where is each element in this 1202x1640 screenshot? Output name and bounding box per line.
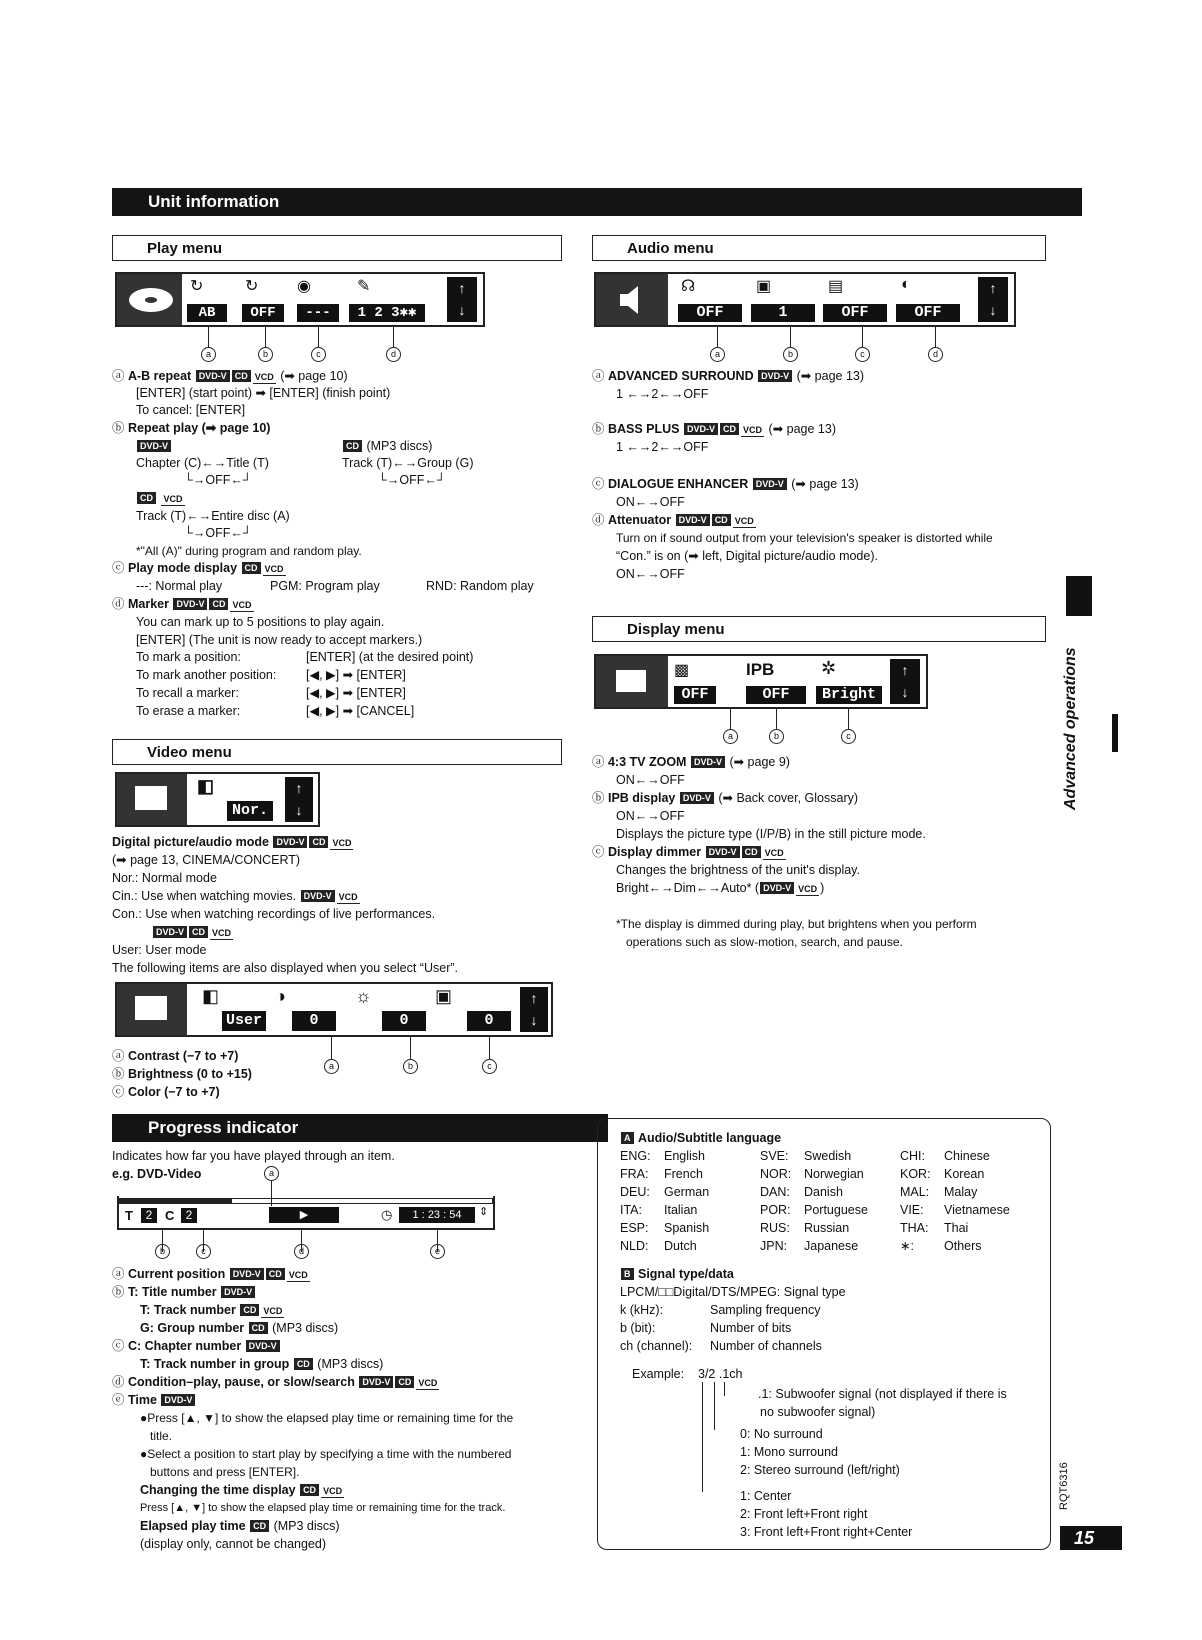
callout-c: c — [311, 347, 326, 362]
language-name: Malay — [944, 1185, 978, 1199]
display-text: ON←→OFF — [616, 773, 685, 787]
bass-plus-value: 1 — [751, 304, 815, 322]
callout-d: d — [386, 347, 401, 362]
video-icon — [117, 774, 187, 825]
user-mode-value: User — [222, 1011, 266, 1031]
callout-d: d — [294, 1244, 309, 1259]
language-name: Vietnamese — [944, 1203, 1010, 1217]
repeat-ab-icon: ↻ — [190, 278, 204, 295]
play-text: To mark a position: — [136, 650, 241, 664]
play-text: [ENTER] (start point) ➡ [ENTER] (finish point) — [136, 386, 391, 400]
condition-line: ⓓ Condition–play, pause, or slow/search DVD-V CD VCD — [112, 1375, 438, 1389]
advanced-surround-value: OFF — [678, 304, 742, 322]
picture-mode-icon: ◧ — [197, 776, 215, 796]
play-text: To cancel: [ENTER] — [136, 403, 246, 417]
color-line: ⓒ Color (−7 to +7) — [112, 1085, 220, 1099]
attenuator-line: ⓓ Attenuator DVD-V CD VCD — [592, 513, 754, 527]
progress-text: buttons and press [ENTER]. — [150, 1465, 300, 1479]
play-text: PGM: Program play — [270, 579, 380, 593]
user-mode-osd — [115, 982, 553, 1037]
play-text: DVD-V — [136, 438, 172, 455]
progress-text: (display only, cannot be changed) — [140, 1537, 326, 1551]
progress-fill — [120, 1199, 232, 1203]
ipb-display-line: ⓑ IPB display DVD-V (➡ Back cover, Glossary) — [592, 791, 859, 805]
contrast-icon: ◑ — [275, 986, 286, 1006]
play-text: CD VCD — [136, 490, 186, 507]
language-name: Others — [944, 1239, 982, 1253]
callout-c: c — [841, 729, 856, 744]
display-footnote: *The display is dimmed during play, but brightens when you perform — [616, 917, 977, 931]
play-text: You can mark up to 5 positions to play again. — [136, 615, 385, 629]
callout-a: a — [264, 1166, 279, 1181]
group-number-line: G: Group number CD (MP3 discs) — [140, 1321, 339, 1335]
title-number: 2 — [141, 1208, 157, 1223]
language-code: VIE: — [900, 1203, 924, 1217]
signal-text: Example: — [632, 1367, 685, 1381]
progress-text: ●Select a position to start play by specifying a time with the numbered — [140, 1447, 512, 1461]
language-code: NOR: — [760, 1167, 792, 1181]
language-code: CHI: — [900, 1149, 925, 1163]
display-menu-osd — [594, 654, 928, 709]
video-text: (➡ page 13, CINEMA/CONCERT) — [112, 853, 301, 867]
audio-text: Turn on if sound output from your television's speaker is distorted while — [616, 531, 993, 545]
callout-a: a — [201, 347, 216, 362]
signal-text: Number of channels — [710, 1339, 822, 1353]
play-text: [◀, ▶] ➡ [ENTER] — [306, 686, 406, 700]
callout-b: b — [258, 347, 273, 362]
elapsed-play-time-line: Elapsed play time CD (MP3 discs) — [140, 1519, 340, 1533]
language-name: Russian — [804, 1221, 850, 1235]
ab-repeat-value: AB — [187, 304, 227, 322]
dimmer-icon: ✲ — [821, 658, 837, 678]
video-text: Con.: Use when watching recordings of live performances. — [112, 907, 436, 921]
progress-track — [119, 1198, 493, 1204]
play-text: └→OFF←┘ — [184, 473, 252, 487]
progress-text: Press [▲, ▼] to show the elapsed play time or remaining time for the track. — [140, 1502, 506, 1514]
title-icon: T — [125, 1208, 133, 1223]
language-code: RUS: — [760, 1221, 790, 1235]
play-text: To mark another position: — [136, 668, 277, 682]
language-code: SVE: — [760, 1149, 789, 1163]
display-dimmer-value: Bright — [816, 686, 882, 704]
signal-text: 1: Mono surround — [740, 1445, 838, 1459]
play-menu-title: Play menu — [112, 235, 562, 261]
progress-text: Indicates how far you have played through an item. — [112, 1149, 395, 1163]
language-name: French — [664, 1167, 703, 1181]
clock-icon: ◷ — [381, 1207, 393, 1222]
play-text: To recall a marker: — [136, 686, 239, 700]
tv-zoom-line: ⓐ 4:3 TV ZOOM DVD-V (➡ page 9) — [592, 755, 790, 769]
video-menu-osd — [115, 772, 320, 827]
video-icon — [117, 984, 187, 1035]
language-code: MAL: — [900, 1185, 930, 1199]
play-text: [◀, ▶] ➡ [CANCEL] — [306, 704, 415, 718]
section-banner-unit-information: Unit information — [112, 188, 1082, 216]
language-name: Portuguese — [804, 1203, 868, 1217]
language-code: ∗: — [900, 1239, 914, 1253]
scroll-arrow-icon: ↑ ↓ — [978, 277, 1008, 322]
dialogue-enhancer-value: OFF — [823, 304, 887, 322]
color-icon: ▣ — [435, 986, 453, 1006]
language-code: ENG: — [620, 1149, 651, 1163]
brightness-icon: ☼ — [355, 986, 372, 1006]
play-text: [◀, ▶] ➡ [ENTER] — [306, 668, 406, 682]
time-value: 1 : 23 : 54 — [399, 1207, 475, 1223]
track-in-group-line: T: Track number in group CD (MP3 discs) — [140, 1357, 384, 1371]
play-text: Chapter (C)←→Title (T) — [136, 456, 269, 470]
play-text: ---: Normal play — [136, 579, 223, 593]
signal-text: 0: No surround — [740, 1427, 823, 1441]
model-code: RQT6316 — [1058, 1462, 1070, 1510]
signal-text: k (kHz): — [620, 1303, 664, 1317]
bass-plus-line: ⓑ BASS PLUS DVD-V CD VCD (➡ page 13) — [592, 422, 836, 436]
progress-bar-osd — [117, 1196, 495, 1230]
language-name: Danish — [804, 1185, 843, 1199]
language-code: KOR: — [900, 1167, 931, 1181]
callout-b: b — [403, 1059, 418, 1074]
chapter-icon: C — [165, 1208, 175, 1223]
play-mode-value: --- — [297, 304, 339, 322]
play-text: [ENTER] (The unit is now ready to accept markers.) — [136, 633, 423, 647]
callout-e: e — [430, 1244, 445, 1259]
callout-b: b — [155, 1244, 170, 1259]
language-name: Italian — [664, 1203, 698, 1217]
language-name: Spanish — [664, 1221, 710, 1235]
attenuator-icon: ◐ — [901, 276, 911, 293]
ab-repeat-line: ⓐ A-B repeat DVD-V CD VCD (➡ page 10) — [112, 369, 348, 383]
display-icon — [596, 656, 668, 707]
play-text: CD (MP3 discs) — [342, 438, 432, 455]
signal-text: b (bit): — [620, 1321, 656, 1335]
progress-text: title. — [150, 1429, 173, 1443]
display-text: Changes the brightness of the unit's display. — [616, 863, 860, 877]
play-text: *"All (A)" during program and random play. — [136, 544, 362, 558]
signal-text: 2: Front left+Front right — [740, 1507, 868, 1521]
language-name: English — [664, 1149, 705, 1163]
callout-a: a — [710, 347, 725, 362]
progress-text: ●Press [▲, ▼] to show the elapsed play time or remaining time for the — [140, 1411, 514, 1425]
audio-menu-title: Audio menu — [592, 235, 1046, 261]
language-code: DAN: — [760, 1185, 790, 1199]
brightness-value: 0 — [382, 1011, 426, 1031]
signal-text: 2: Stereo surround (left/right) — [740, 1463, 900, 1477]
callout-c: c — [855, 347, 870, 362]
repeat-play-value: OFF — [242, 304, 284, 322]
display-menu-title: Display menu — [592, 616, 1046, 642]
callout-b: b — [769, 729, 784, 744]
signal-text: Sampling frequency — [710, 1303, 821, 1317]
callout-c: c — [482, 1059, 497, 1074]
dialogue-enhancer-line: ⓒ DIALOGUE ENHANCER DVD-V (➡ page 13) — [592, 477, 859, 491]
tv-zoom-value: OFF — [674, 686, 716, 704]
signal-text: Number of bits — [710, 1321, 792, 1335]
play-condition-icon: ▶ — [269, 1207, 339, 1223]
signal-text: LPCM/□□Digital/DTS/MPEG: Signal type — [620, 1285, 846, 1299]
time-line: ⓔ Time DVD-V — [112, 1392, 196, 1409]
digital-picture-audio-line: Digital picture/audio mode DVD-V CD VCD — [112, 835, 352, 849]
bass-icon: ▣ — [756, 278, 772, 295]
language-name: Korean — [944, 1167, 985, 1181]
language-heading: A Audio/Subtitle language — [620, 1130, 781, 1147]
scroll-arrow-icon: ↑ ↓ — [520, 987, 548, 1032]
current-position-line: ⓐ Current position DVD-V CD VCD — [112, 1267, 308, 1281]
color-value: 0 — [467, 1011, 511, 1031]
section-banner-progress-indicator: Progress indicator — [112, 1114, 608, 1142]
repeat-icon: ↻ — [245, 278, 259, 295]
play-text: └→OFF←┘ — [184, 526, 252, 540]
scroll-arrow-icon: ↑ ↓ — [890, 659, 920, 704]
marker-line: ⓓ Marker DVD-V CD VCD — [112, 597, 252, 611]
language-name: German — [664, 1185, 710, 1199]
audio-text: 1 ←→2←→OFF — [616, 387, 709, 401]
track-number-line: T: Track number CD VCD — [140, 1303, 283, 1317]
side-tab-bar — [1112, 714, 1118, 752]
video-text: DVD-V CD VCD — [152, 924, 234, 941]
ipb-label: IPB — [746, 660, 775, 679]
marker-icon: ✎ — [357, 278, 371, 295]
surround-icon: ☊ — [681, 278, 696, 295]
advanced-surround-line: ⓐ ADVANCED SURROUND DVD-V (➡ page 13) — [592, 369, 865, 383]
side-tab-label: Advanced operations — [1062, 647, 1079, 810]
contrast-line: ⓐ Contrast (−7 to +7) — [112, 1049, 239, 1063]
video-menu-title: Video menu — [112, 739, 562, 765]
display-text: ON←→OFF — [616, 809, 685, 823]
callout-a: a — [324, 1059, 339, 1074]
callout-a: a — [723, 729, 738, 744]
play-text: Track (T)←→Entire disc (A) — [136, 509, 290, 523]
language-name: Chinese — [944, 1149, 990, 1163]
scroll-arrow-icon: ↑ ↓ — [285, 777, 313, 822]
callout-b: b — [783, 347, 798, 362]
audio-menu-osd — [594, 272, 1016, 327]
play-text: RND: Random play — [426, 579, 534, 593]
play-menu-osd — [115, 272, 485, 327]
play-text: [ENTER] (at the desired point) — [306, 650, 474, 664]
language-code: DEU: — [620, 1185, 650, 1199]
ipb-display-value: OFF — [746, 686, 806, 704]
title-number-line: ⓑ T: Title number DVD-V — [112, 1284, 256, 1301]
play-text: To erase a marker: — [136, 704, 241, 718]
audio-text: ON←→OFF — [616, 567, 685, 581]
language-code: THA: — [900, 1221, 929, 1235]
language-name: Swedish — [804, 1149, 852, 1163]
play-mode-display-line: ⓒ Play mode display CD VCD — [112, 561, 284, 575]
chapter-number-line: ⓒ C: Chapter number DVD-V — [112, 1338, 281, 1355]
video-text: Cin.: Use when watching movies. DVD-V VCD — [112, 889, 358, 903]
audio-text: ON←→OFF — [616, 495, 685, 509]
signal-text: 1: Center — [740, 1489, 792, 1503]
display-text: Bright←→Dim←→Auto* ( DVD-V VCD ) — [616, 881, 825, 895]
language-name: Norwegian — [804, 1167, 864, 1181]
audio-text: 1 ←→2←→OFF — [616, 440, 709, 454]
brightness-line: ⓑ Brightness (0 to +15) — [112, 1067, 252, 1081]
speaker-icon — [596, 274, 668, 325]
play-text: └→OFF←┘ — [378, 473, 446, 487]
signal-text: 3: Front left+Front right+Center — [740, 1525, 913, 1539]
repeat-play-line: ⓑ Repeat play (➡ page 10) — [112, 421, 271, 435]
language-code: ESP: — [620, 1221, 649, 1235]
signal-text: no subwoofer signal) — [760, 1405, 876, 1419]
language-code: JPN: — [760, 1239, 788, 1253]
scroll-arrow-icon: ↑ ↓ — [447, 277, 477, 322]
signal-text: ch (channel): — [620, 1339, 693, 1353]
play-text: Track (T)←→Group (G) — [342, 456, 474, 470]
picture-mode-value: Nor. — [227, 801, 273, 821]
disc-icon — [117, 274, 182, 325]
chapter-number: 2 — [181, 1208, 197, 1223]
page-number: 15 — [1060, 1526, 1122, 1550]
up-down-icon: ⇕ — [479, 1206, 489, 1218]
callout-c: c — [196, 1244, 211, 1259]
video-text: User: User mode — [112, 943, 207, 957]
audio-text: “Con.” is on (➡ left, Digital picture/audio mode). — [616, 549, 878, 563]
language-name: Thai — [944, 1221, 969, 1235]
signal-text: .1: Subwoofer signal (not displayed if there is — [758, 1387, 1007, 1401]
signal-example-value: 3/2 .1ch — [698, 1367, 743, 1381]
display-dimmer-line: ⓒ Display dimmer DVD-V CD VCD — [592, 845, 784, 859]
display-text: Displays the picture type (I/P/B) in the still picture mode. — [616, 827, 926, 841]
language-code: POR: — [760, 1203, 791, 1217]
progress-example-label: e.g. DVD-Video — [112, 1167, 202, 1181]
play-mode-icon: ◉ — [297, 278, 311, 295]
signal-heading: B Signal type/data — [620, 1266, 734, 1283]
language-name: Dutch — [664, 1239, 697, 1253]
picture-mode-icon: ◧ — [202, 986, 220, 1006]
language-code: NLD: — [620, 1239, 649, 1253]
tv-zoom-icon: ▩ — [674, 662, 690, 679]
video-text: Nor.: Normal mode — [112, 871, 217, 885]
dialogue-icon: ▤ — [828, 278, 844, 295]
marker-value: 1 2 3✱✱ — [349, 304, 425, 322]
video-text: The following items are also displayed when you select “User”. — [112, 961, 458, 975]
language-name: Japanese — [804, 1239, 859, 1253]
changing-time-display-line: Changing the time display CD VCD — [140, 1483, 343, 1497]
display-footnote: operations such as slow-motion, search, and pause. — [626, 935, 903, 949]
language-code: FRA: — [620, 1167, 649, 1181]
attenuator-value: OFF — [896, 304, 960, 322]
language-code: ITA: — [620, 1203, 642, 1217]
contrast-value: 0 — [292, 1011, 336, 1031]
callout-d: d — [928, 347, 943, 362]
